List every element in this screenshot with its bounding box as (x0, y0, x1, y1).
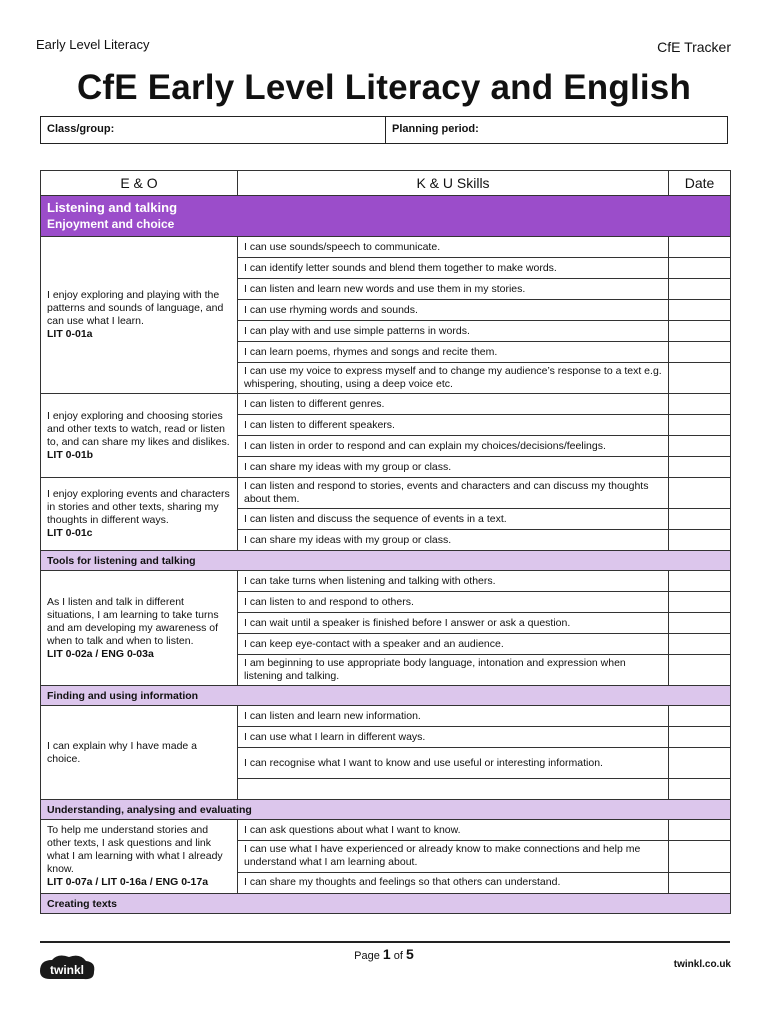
page-indicator (0, 946, 768, 962)
date-cell[interactable] (669, 727, 731, 748)
table-row (41, 820, 731, 841)
skill-cell: I can use my voice to express myself and to change my audience’s response to a text e.g. whispering, shouting, using a deep voice etc. (238, 363, 669, 394)
page-prefix: Page (354, 950, 383, 962)
table-row (41, 478, 731, 509)
table-row (41, 571, 731, 592)
skill-cell: I can recognise what I want to know and use useful or interesting information. (238, 748, 669, 779)
date-cell[interactable] (669, 415, 731, 436)
date-cell[interactable] (669, 820, 731, 841)
subsection-heading: Creating texts (41, 894, 731, 914)
date-cell[interactable] (669, 363, 731, 394)
skill-cell: I can listen to different genres. (238, 394, 669, 415)
subsection-heading: Finding and using information (41, 686, 731, 706)
date-cell[interactable] (669, 571, 731, 592)
skill-cell: I can listen and discuss the sequence of events in a text. (238, 509, 669, 530)
skill-cell: I can listen and respond to stories, events and characters and can discuss my thoughts about them. (238, 478, 669, 509)
site-url: twinkl.co.uk (673, 959, 731, 970)
eo-cell (41, 394, 238, 478)
skill-cell: I can use what I learn in different ways. (238, 727, 669, 748)
eo-text: To help me understand stories and other texts, I ask questions and link what I am learning with what I already know. (47, 824, 223, 875)
subsection-row (41, 800, 731, 820)
page-current: 1 (382, 946, 391, 962)
eo-code: LIT 0-01b (47, 448, 94, 461)
header-eo: E & O (41, 171, 238, 196)
eo-text: I enjoy exploring events and characters in stories and other texts, sharing my thoughts in different ways. (47, 488, 230, 526)
eo-code: LIT 0-07a / LIT 0-16a / ENG 0-17a (47, 876, 209, 888)
eo-text: I enjoy exploring and playing with the patterns and sounds of language, and can use what I learn. (47, 289, 224, 327)
skill-cell: I can ask questions about what I want to know. (238, 820, 669, 841)
subsection-heading: Understanding, analysing and evaluating (41, 800, 731, 820)
skill-cell: I can listen and learn new words and use them in my stories. (238, 279, 669, 300)
footer-divider (40, 941, 730, 943)
date-cell[interactable] (669, 279, 731, 300)
eo-cell (41, 237, 238, 394)
skill-cell: I can play with and use simple patterns in words. (238, 321, 669, 342)
table-row (41, 706, 731, 727)
header-doc-type: CfE Tracker (657, 39, 731, 55)
skill-cell: I can share my ideas with my group or class. (238, 530, 669, 551)
skill-cell: I can learn poems, rhymes and songs and recite them. (238, 342, 669, 363)
eo-code: LIT 0-01c (47, 527, 93, 539)
date-cell[interactable] (669, 478, 731, 509)
class-group-field[interactable]: Class/group: (41, 117, 386, 143)
date-cell[interactable] (669, 436, 731, 457)
skill-cell: I can use sounds/speech to communicate. (238, 237, 669, 258)
date-cell[interactable] (669, 634, 731, 655)
subsection-row (41, 551, 731, 571)
skill-cell: I can listen to different speakers. (238, 415, 669, 436)
eo-cell (41, 571, 238, 686)
date-cell[interactable] (669, 237, 731, 258)
skill-cell: I can keep eye-contact with a speaker and an audience. (238, 634, 669, 655)
section-heading (41, 196, 731, 237)
date-cell[interactable] (669, 779, 731, 800)
header-skills: K & U Skills (238, 171, 669, 196)
date-cell[interactable] (669, 394, 731, 415)
tracker-table (40, 170, 731, 914)
eo-code: LIT 0-02a / ENG 0-03a (47, 647, 154, 660)
date-cell[interactable] (669, 457, 731, 478)
date-cell[interactable] (669, 321, 731, 342)
subsection-heading: Tools for listening and talking (41, 551, 731, 571)
eo-cell (41, 820, 238, 894)
eo-text: I can explain why I have made a choice. (47, 739, 198, 765)
skill-cell: I can use rhyming words and sounds. (238, 300, 669, 321)
table-row (41, 237, 731, 258)
date-cell[interactable] (669, 872, 731, 893)
date-cell[interactable] (669, 342, 731, 363)
header-subject: Early Level Literacy (36, 37, 150, 52)
skill-cell-empty (238, 779, 669, 800)
table-header-row (41, 171, 731, 196)
date-cell[interactable] (669, 592, 731, 613)
eo-code: LIT 0-01a (47, 328, 93, 340)
date-cell[interactable] (669, 841, 731, 872)
eo-cell (41, 478, 238, 551)
table-row (41, 394, 731, 415)
date-cell[interactable] (669, 300, 731, 321)
page-title: CfE Early Level Literacy and English (76, 68, 692, 107)
date-cell[interactable] (669, 748, 731, 779)
info-box (40, 116, 728, 144)
eo-text: I enjoy exploring and choosing stories and other texts to watch, read or listen to, and can share my likes and dislikes. (47, 409, 230, 448)
planning-period-field[interactable]: Planning period: (392, 123, 479, 135)
header-date: Date (669, 171, 731, 196)
date-cell[interactable] (669, 258, 731, 279)
skill-cell: I can listen to and respond to others. (238, 592, 669, 613)
eo-text: As I listen and talk in different situations, I am learning to take turns and am developing my awareness of when to talk and when to listen. (47, 595, 219, 647)
skill-cell: I can share my ideas with my group or class. (238, 457, 669, 478)
section-heading-row (41, 196, 731, 237)
skill-cell: I am beginning to use appropriate body language, intonation and expression when listening and talking. (238, 655, 669, 686)
section-title: Listening and talking (47, 200, 178, 215)
skill-cell: I can listen and learn new information. (238, 706, 669, 727)
skill-cell: I can identify letter sounds and blend them together to make words. (238, 258, 669, 279)
page-of: of (390, 950, 407, 962)
subsection-row (41, 686, 731, 706)
date-cell[interactable] (669, 509, 731, 530)
skill-cell: I can listen in order to respond and can explain my choices/decisions/feelings. (238, 436, 669, 457)
date-cell[interactable] (669, 706, 731, 727)
date-cell[interactable] (669, 613, 731, 634)
date-cell[interactable] (669, 655, 731, 686)
subsection-row (41, 894, 731, 914)
skill-cell: I can wait until a speaker is finished before I answer or ask a question. (238, 613, 669, 634)
eo-cell (41, 706, 238, 800)
date-cell[interactable] (669, 530, 731, 551)
section-subtitle: Enjoyment and choice (47, 217, 175, 231)
logo-text: twinkl (49, 963, 85, 977)
skill-cell: I can share my thoughts and feelings so that others can understand. (238, 872, 669, 893)
skill-cell: I can use what I have experienced or already know to make connections and help me understand what I am learning about. (238, 841, 669, 872)
skill-cell: I can take turns when listening and talking with others. (238, 571, 669, 592)
page-total: 5 (406, 946, 414, 962)
